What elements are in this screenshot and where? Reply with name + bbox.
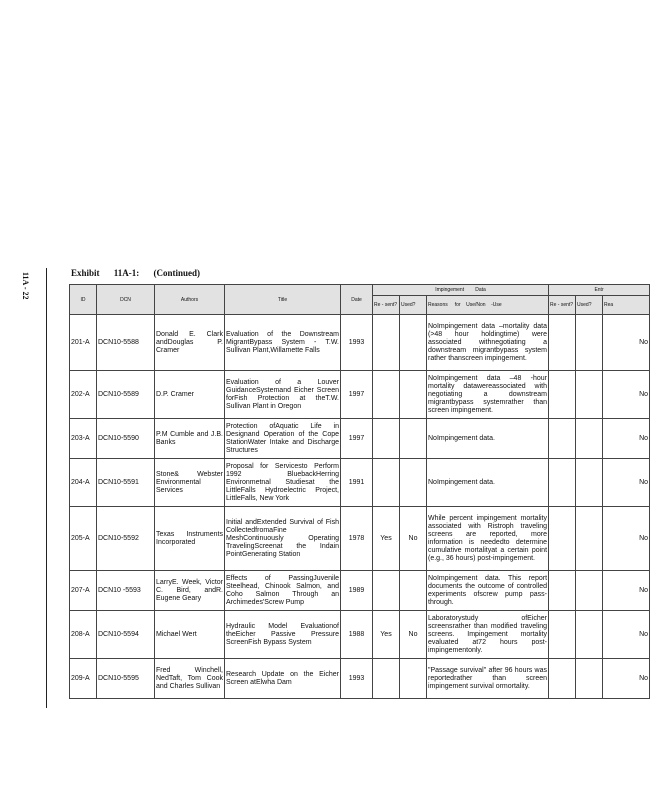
table-row (70, 659, 650, 699)
cell-used (400, 459, 427, 507)
cell-ent-used (576, 459, 603, 507)
header-re-sent-2: Re - sent? (549, 296, 576, 315)
header-used: Used? (400, 296, 427, 315)
table-row (70, 611, 650, 659)
cell-authors: Donald E. Clark andDouglas P. Cramer (155, 315, 225, 371)
table-row (70, 315, 650, 371)
cell-id: 202-A (70, 371, 97, 419)
caption-continued: (Continued) (153, 268, 201, 278)
header-re-sent: Re - sent? (373, 296, 400, 315)
cell-date: 1993 (341, 315, 373, 371)
header-for-text: for (454, 302, 461, 308)
table-row (70, 371, 650, 419)
header-authors: Authors (155, 285, 225, 315)
cell-title: Effects of PassingJuvenile Steelhead, Chinook Salmon, and Coho Salmon Through an Archimedes'Screw Pump (225, 571, 341, 611)
cell-ent-present (549, 315, 576, 371)
header-reasons-2: Rea (603, 296, 650, 315)
table-row (70, 459, 650, 507)
cell-ent-present (549, 459, 576, 507)
cell-ent-used (576, 659, 603, 699)
cell-used (400, 371, 427, 419)
cell-ent-reason: No (603, 507, 650, 571)
cell-ent-used (576, 571, 603, 611)
cell-dcn: DCN10-5592 (97, 507, 155, 571)
cell-date: 1991 (341, 459, 373, 507)
header-entrainment-group: Entr (549, 285, 650, 296)
cell-reason: NoImpingement data –mortality data (>48 hour holdingtime) were associated withnegotiating a downstream migrantbypass system rather thanscreen impingement. (427, 315, 549, 371)
cell-date: 1993 (341, 659, 373, 699)
cell-authors: Stone& Webster Environmental Services (155, 459, 225, 507)
cell-used (400, 571, 427, 611)
cell-reason: "Passage survival" after 96 hours was reportedrather than screen impingement survival ormortality. (427, 659, 549, 699)
caption-number: 11A-1: (113, 268, 140, 278)
cell-ent-present (549, 611, 576, 659)
exhibit-table (69, 284, 650, 699)
cell-ent-used (576, 315, 603, 371)
cell-ent-used (576, 371, 603, 419)
cell-ent-used (576, 419, 603, 459)
cell-id: 201-A (70, 315, 97, 371)
cell-title: Proposal for Servicesto Perform 1992 BluebackHerring Environmetnal Studiesat the LittleFalls Hydroelectric Project, LittleFalls, New York (225, 459, 341, 507)
cell-present (373, 459, 400, 507)
header-title: Title (225, 285, 341, 315)
cell-used: No (400, 611, 427, 659)
header-used-2: Used? (576, 296, 603, 315)
cell-used (400, 315, 427, 371)
cell-reason: While percent impingement mortality associated with Ristroph traveling screens are reported, more information is neededto determine cumulative mortalityat a certain point (e.g., 36 hours) post-impingement. (427, 507, 549, 571)
cell-ent-used (576, 507, 603, 571)
header-id: ID (70, 285, 97, 315)
exhibit-caption (71, 268, 212, 278)
cell-dcn: DCN10-5595 (97, 659, 155, 699)
cell-ent-present (549, 419, 576, 459)
cell-title: Evaluation of the Downstream MigrantBypass System - T.W. Sullivan Plant,Willamette Falls (225, 315, 341, 371)
cell-authors: Michael Wert (155, 611, 225, 659)
cell-used (400, 659, 427, 699)
cell-id: 208-A (70, 611, 97, 659)
cell-present: Yes (373, 611, 400, 659)
cell-reason: Laboratorystudy ofEicher screensrather than modified traveling screens. Impingement mortality evaluated at72 hours post-impingementonly. (427, 611, 549, 659)
cell-ent-present (549, 571, 576, 611)
cell-authors: Fred Winchell, NedTaft, Tom Cook and Charles Sullivan (155, 659, 225, 699)
cell-present (373, 419, 400, 459)
cell-ent-present (549, 659, 576, 699)
cell-ent-reason: No (603, 659, 650, 699)
cell-authors: Texas Instruments Incorporated (155, 507, 225, 571)
header-impingement-group (373, 285, 549, 296)
cell-title: Hydraulic Model Evaluationof theEicher Passive Pressure ScreenFish Bypass System (225, 611, 341, 659)
cell-ent-reason: No (603, 459, 650, 507)
cell-title: Initial andExtended Survival of Fish CollectedfromaFine MeshContinuously Operating TravelingScreenat the Indain PointGenerating Station (225, 507, 341, 571)
header-use-text: -Use (491, 302, 502, 308)
header-date: Date (341, 285, 373, 315)
cell-ent-reason: No (603, 419, 650, 459)
cell-date: 1997 (341, 419, 373, 459)
cell-reason: NoImpingement data. This report documents the outcome of controlled experiments ofscrew pump pass-through. (427, 571, 549, 611)
cell-dcn: DCN10-5590 (97, 419, 155, 459)
cell-present (373, 315, 400, 371)
cell-title: Evaluation of a Louver GuidanceSystemand Eicher Screen forFish Protection at theT.W. Sullivan Plant in Oregon (225, 371, 341, 419)
cell-ent-reason: No (603, 315, 650, 371)
cell-id: 203-A (70, 419, 97, 459)
cell-ent-used (576, 611, 603, 659)
header-reasons-text: Reasons (428, 302, 448, 308)
cell-title: Research Update on the Eicher Screen atElwha Dam (225, 659, 341, 699)
cell-title: Protection ofAquatic Life in Designand Operation of the Cope StationWater Intake and Discharge Structures (225, 419, 341, 459)
cell-ent-reason: No (603, 611, 650, 659)
cell-present (373, 571, 400, 611)
cell-dcn: DCN10-5588 (97, 315, 155, 371)
cell-id: 207-A (70, 571, 97, 611)
cell-dcn: DCN10-5594 (97, 611, 155, 659)
cell-present: Yes (373, 507, 400, 571)
table-row (70, 419, 650, 459)
cell-date: 1978 (341, 507, 373, 571)
cell-used (400, 419, 427, 459)
caption-exhibit: Exhibit (71, 268, 100, 278)
cell-reason: NoImpingement data. (427, 459, 549, 507)
cell-ent-reason: No (603, 571, 650, 611)
cell-ent-reason: No (603, 371, 650, 419)
cell-ent-present (549, 507, 576, 571)
cell-date: 1997 (341, 371, 373, 419)
cell-reason: NoImpingement data –48 -hour mortality datawereassociated with negotiating a downstream migrantbypass systemrather than screen impingement. (427, 371, 549, 419)
cell-present (373, 371, 400, 419)
header-reasons (427, 296, 549, 315)
cell-id: 209-A (70, 659, 97, 699)
page-number: 11A - 22 (21, 272, 30, 300)
cell-id: 205-A (70, 507, 97, 571)
cell-present (373, 659, 400, 699)
header-use-non-text: Use/Non (466, 302, 486, 308)
cell-authors: D.P. Cramer (155, 371, 225, 419)
cell-date: 1988 (341, 611, 373, 659)
cell-authors: LarryE. Week, Victor C. Bird, andR. Eugene Geary (155, 571, 225, 611)
cell-date: 1989 (341, 571, 373, 611)
cell-authors: P.M Cumble and J.B. Banks (155, 419, 225, 459)
header-impingement: Impingement (435, 287, 465, 293)
margin-rule (46, 268, 47, 708)
cell-dcn: DCN10-5589 (97, 371, 155, 419)
cell-reason: NoImpingement data. (427, 419, 549, 459)
table-row (70, 571, 650, 611)
cell-dcn: DCN10-5591 (97, 459, 155, 507)
table-row (70, 507, 650, 571)
cell-dcn: DCN10 -5593 (97, 571, 155, 611)
cell-id: 204-A (70, 459, 97, 507)
cell-used: No (400, 507, 427, 571)
header-dcn: DCN (97, 285, 155, 315)
cell-ent-present (549, 371, 576, 419)
header-data: Data (475, 287, 486, 293)
